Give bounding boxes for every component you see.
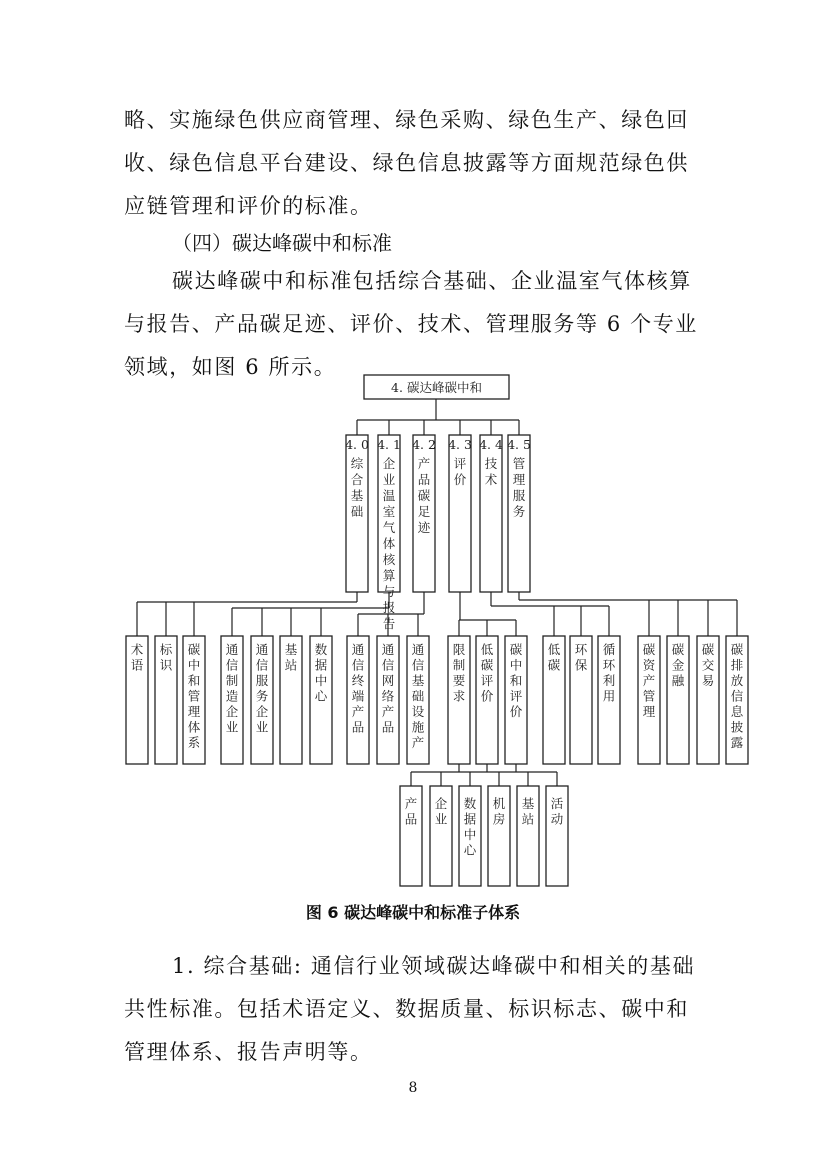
level3-label: 碳交易	[701, 642, 715, 688]
level4-label: 产品	[404, 796, 418, 827]
level2-label: 技术	[484, 456, 498, 487]
level2-code: 4. 3	[448, 437, 472, 452]
level3-label: 碳排放信息披露	[730, 642, 744, 750]
level2-code: 4. 4	[479, 437, 503, 452]
section-body-paragraph: 碳达峰碳中和标准包括综合基础、企业温室气体核算与报告、产品碳足迹、评价、技术、管理服务等 6 个专业领域，如图 6 所示。	[124, 269, 698, 379]
level2-label: 产品碳足迹	[417, 456, 431, 535]
level3-label: 循环利用	[602, 642, 616, 704]
level3-label: 碳中和管理体系	[187, 642, 201, 750]
level3-label: 碳中和评价	[509, 642, 523, 719]
level3-label: 通信网络产品	[381, 642, 395, 735]
level2-code: 4. 2	[412, 437, 436, 452]
level2-code: 4. 1	[377, 437, 401, 452]
level3-label: 环保	[574, 642, 588, 673]
level3-label: 通信服务企业	[255, 642, 269, 735]
level3-label: 碳资产管理	[642, 642, 656, 719]
level3-label: 通信终端产品	[351, 642, 365, 735]
level3-label: 数据中心	[314, 642, 328, 704]
root-label: 4. 碳达峰碳中和	[391, 380, 482, 395]
page-number: 8	[408, 1080, 418, 1096]
level2-code: 4. 0	[345, 437, 369, 452]
level2-label: 综合基础	[350, 456, 364, 519]
section-heading: （四）碳达峰碳中和标准	[172, 231, 392, 255]
level3-label: 标识	[159, 642, 173, 673]
level3-label: 通信制造企业	[225, 642, 239, 735]
level4-label: 企业	[434, 796, 448, 827]
item1-paragraph: 1. 综合基础: 通信行业领域碳达峰碳中和相关的基础共性标准。包括术语定义、数据质量、标识标志、碳中和管理体系、报告声明等。	[124, 954, 696, 1064]
level4-label: 数据中心	[463, 796, 477, 858]
figure-caption: 图 6 碳达峰碳中和标准子体系	[305, 903, 521, 922]
level3-label: 基站	[284, 642, 298, 673]
level2-label: 评价	[453, 456, 467, 487]
level3-label: 低碳评价	[480, 642, 494, 704]
level2-label: 企业温室气体核算与报告	[382, 456, 396, 631]
level3-label: 限制要求	[452, 642, 466, 704]
level3-label: 通信基础设施产	[411, 642, 425, 750]
intro-paragraph: 略、实施绿色供应商管理、绿色采购、绿色生产、绿色回收、绿色信息平台建设、绿色信息披露等方面规范绿色供应链管理和评价的标准。	[124, 108, 689, 218]
level2-code: 4. 5	[507, 437, 531, 452]
level3-label: 碳金融	[671, 642, 685, 688]
level3-label: 低碳	[547, 642, 561, 673]
level4-label: 基站	[521, 796, 535, 827]
level4-label: 活动	[550, 796, 564, 827]
level3-label: 术语	[130, 642, 144, 673]
level4-label: 机房	[492, 796, 506, 827]
level2-label: 管理服务	[512, 456, 526, 519]
